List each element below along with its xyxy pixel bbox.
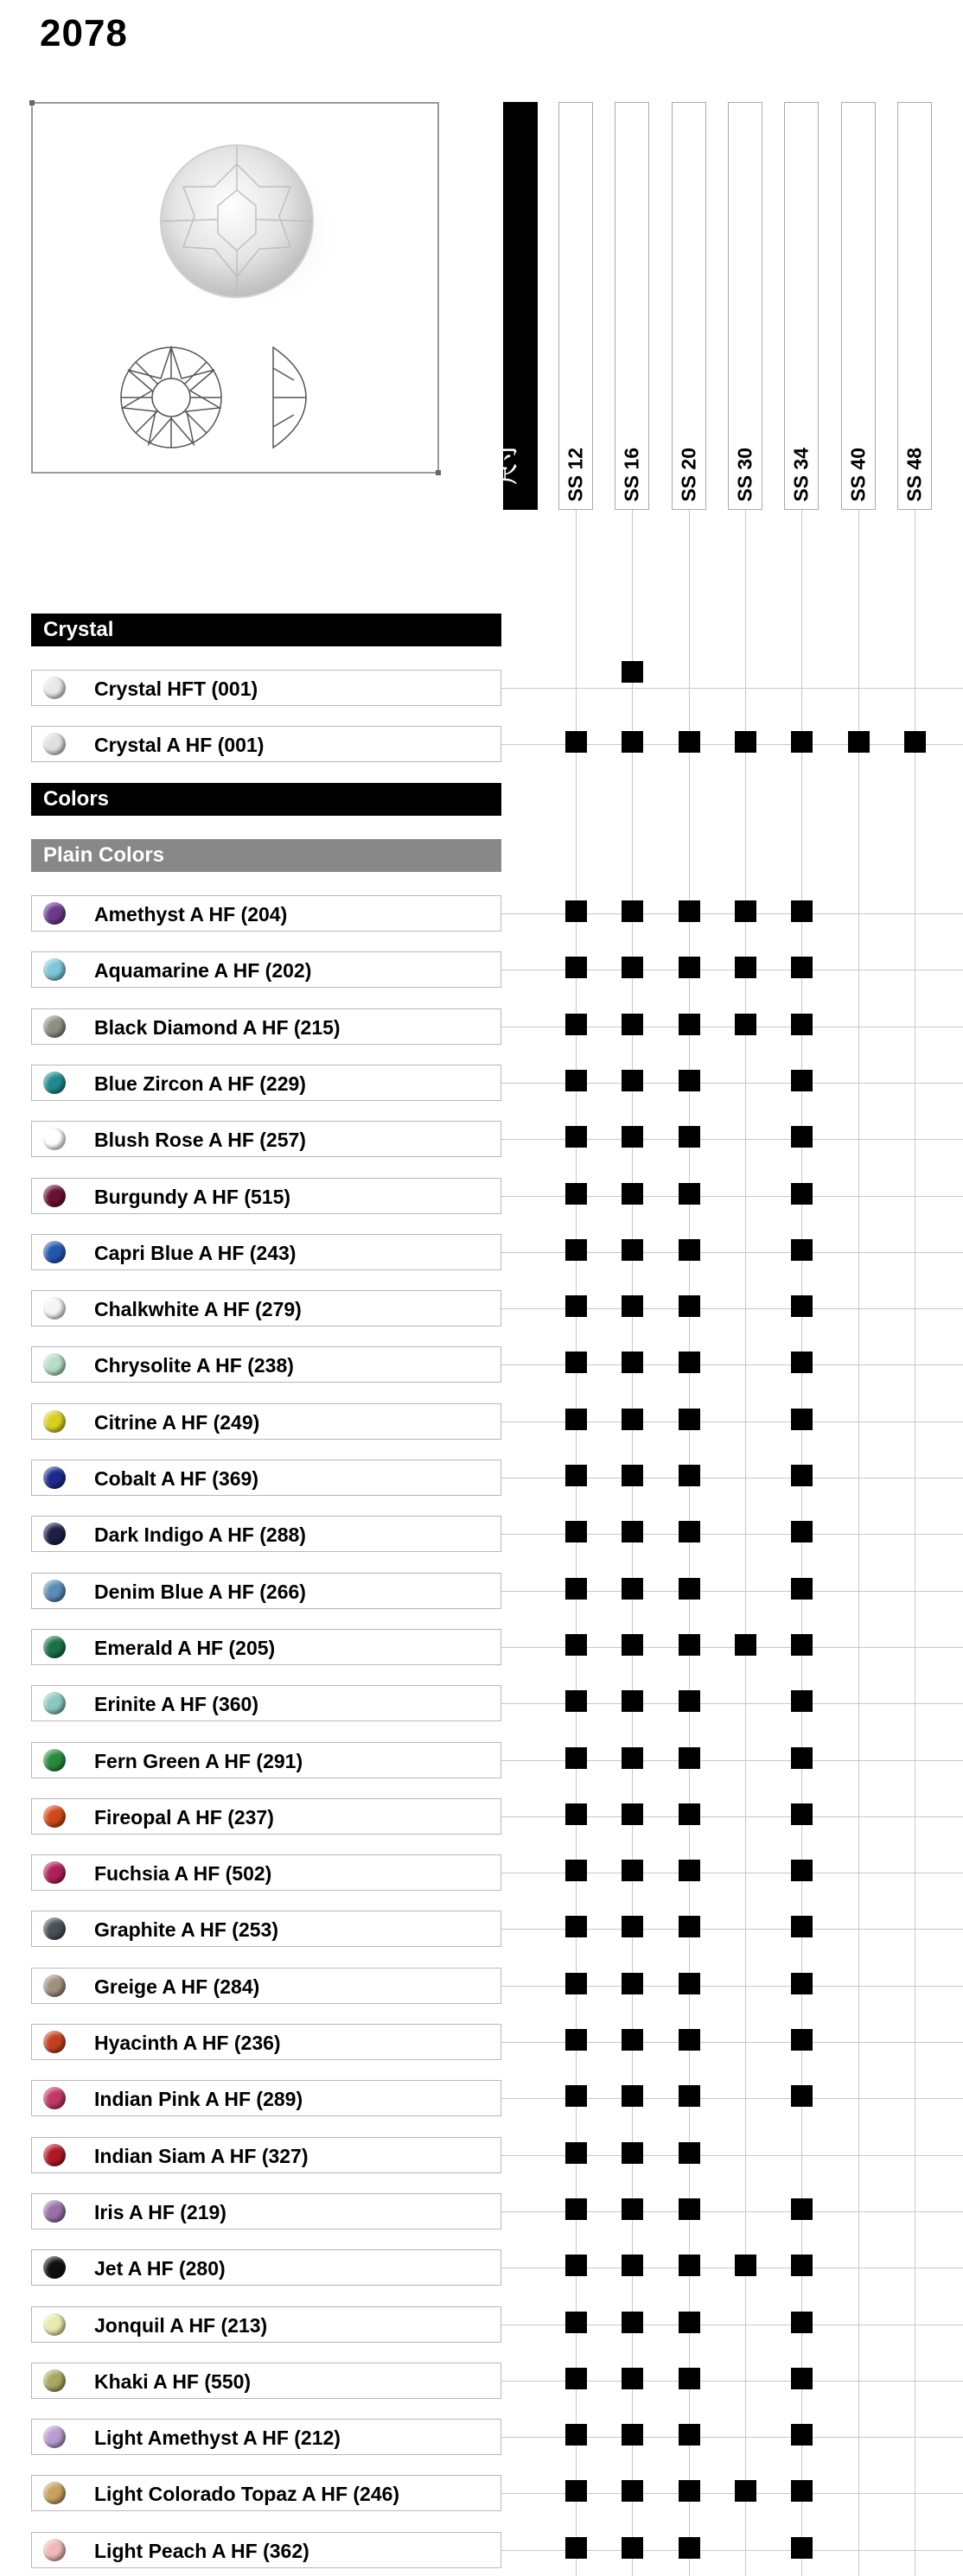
- size-column-ss-48: [897, 102, 932, 510]
- availability-marker: [622, 1070, 643, 1091]
- size-label: SS 20: [677, 448, 700, 502]
- page-title: 2078: [40, 12, 128, 54]
- availability-marker: [791, 1352, 813, 1373]
- availability-marker: [622, 2537, 643, 2559]
- availability-marker: [565, 1465, 587, 1486]
- color-swatch-icon: [43, 2256, 66, 2279]
- list-item: [31, 2363, 501, 2399]
- availability-marker: [679, 1973, 700, 1994]
- availability-marker: [791, 1295, 813, 1317]
- list-item: [31, 1742, 501, 1778]
- availability-marker: [622, 2312, 643, 2333]
- availability-marker: [679, 957, 700, 978]
- availability-marker: [679, 1295, 700, 1317]
- size-column-ss-20: [672, 102, 706, 510]
- availability-marker: [565, 2424, 587, 2446]
- availability-marker: [565, 1747, 587, 1769]
- availability-marker: [791, 1126, 813, 1148]
- availability-marker: [791, 1860, 813, 1881]
- availability-marker: [848, 731, 870, 753]
- availability-marker: [791, 900, 813, 922]
- availability-marker: [622, 731, 643, 753]
- availability-marker: [622, 1916, 643, 1937]
- rhinestone-illustration: [33, 104, 437, 472]
- availability-marker: [679, 1690, 700, 1712]
- color-swatch-icon: [43, 1975, 66, 1997]
- availability-marker: [679, 1747, 700, 1769]
- availability-marker: [622, 957, 643, 978]
- list-item: [31, 2306, 501, 2343]
- availability-marker: [679, 1916, 700, 1937]
- availability-marker: [679, 1126, 700, 1148]
- item-name: Fireopal A HF (237): [94, 1806, 274, 1829]
- color-swatch-icon: [43, 2539, 66, 2561]
- availability-marker: [622, 1803, 643, 1825]
- availability-marker: [622, 1239, 643, 1261]
- availability-marker: [791, 1521, 813, 1542]
- color-swatch-icon: [43, 2144, 66, 2166]
- availability-marker: [679, 1409, 700, 1430]
- size-label: SS 30: [733, 448, 756, 502]
- availability-marker: [791, 1239, 813, 1261]
- availability-marker: [791, 2537, 813, 2559]
- availability-marker: [622, 1973, 643, 1994]
- availability-marker: [791, 1916, 813, 1937]
- color-swatch-icon: [43, 902, 66, 925]
- size-label: SS 12: [564, 448, 587, 502]
- list-item: [31, 2249, 501, 2286]
- availability-marker: [565, 2029, 587, 2051]
- item-name: Indian Siam A HF (327): [94, 2145, 309, 2167]
- item-name: Jet A HF (280): [94, 2257, 226, 2280]
- availability-marker: [791, 2368, 813, 2389]
- item-name: Chrysolite A HF (238): [94, 1354, 294, 1377]
- availability-marker: [791, 1014, 813, 1035]
- availability-marker: [622, 1295, 643, 1317]
- size-column-ss-16: [615, 102, 649, 510]
- availability-marker: [679, 2029, 700, 2051]
- item-name: Capri Blue A HF (243): [94, 1242, 297, 1264]
- availability-marker: [565, 1183, 587, 1205]
- availability-marker: [791, 1973, 813, 1994]
- color-swatch-icon: [43, 2313, 66, 2336]
- availability-marker: [679, 1183, 700, 1205]
- availability-marker: [679, 1578, 700, 1600]
- availability-marker: [565, 1126, 587, 1148]
- availability-marker: [791, 1690, 813, 1712]
- size-label: SS 48: [902, 448, 926, 502]
- availability-marker: [679, 1465, 700, 1486]
- item-name: Emerald A HF (205): [94, 1637, 276, 1659]
- item-name: Jonquil A HF (213): [94, 2314, 268, 2337]
- color-swatch-icon: [43, 1353, 66, 1376]
- color-swatch-icon: [43, 1918, 66, 1940]
- color-swatch-icon: [43, 1861, 66, 1884]
- availability-marker: [565, 1295, 587, 1317]
- availability-marker: [679, 2142, 700, 2164]
- column-guide-line: [858, 510, 859, 2576]
- item-name: Light Peach A HF (362): [94, 2540, 309, 2562]
- item-name: Erinite A HF (360): [94, 1693, 258, 1715]
- color-swatch-icon: [43, 2482, 66, 2504]
- availability-marker: [565, 1578, 587, 1600]
- availability-marker: [679, 1860, 700, 1881]
- availability-marker: [565, 1014, 587, 1035]
- availability-marker: [679, 1014, 700, 1035]
- list-item: [31, 2193, 501, 2229]
- item-name: Greige A HF (284): [94, 1975, 260, 1998]
- color-swatch-icon: [43, 677, 66, 699]
- availability-marker: [622, 2480, 643, 2502]
- availability-marker: [622, 1578, 643, 1600]
- list-item: [31, 1178, 501, 1214]
- availability-marker: [622, 1014, 643, 1035]
- availability-marker: [679, 1521, 700, 1542]
- availability-marker: [679, 900, 700, 922]
- item-name: Hyacinth A HF (236): [94, 2032, 281, 2054]
- list-item: [31, 2475, 501, 2511]
- item-name: Indian Pink A HF (289): [94, 2088, 303, 2110]
- availability-marker: [791, 2424, 813, 2446]
- availability-marker: [565, 1352, 587, 1373]
- list-item: [31, 1234, 501, 1270]
- list-item: [31, 1121, 501, 1157]
- availability-marker: [791, 731, 813, 753]
- color-swatch-icon: [43, 733, 66, 755]
- list-item: [31, 1346, 501, 1383]
- color-swatch-icon: [43, 1805, 66, 1828]
- availability-marker: [622, 1352, 643, 1373]
- availability-marker: [679, 1239, 700, 1261]
- list-item: [31, 2419, 501, 2455]
- color-swatch-icon: [43, 1692, 66, 1714]
- availability-marker: [679, 2480, 700, 2502]
- availability-marker: [735, 1014, 756, 1035]
- availability-marker: [735, 731, 756, 753]
- item-name: Chalkwhite A HF (279): [94, 1298, 302, 1320]
- availability-marker: [679, 1070, 700, 1091]
- list-item: [31, 1065, 501, 1101]
- color-swatch-icon: [43, 1072, 66, 1094]
- color-swatch-icon: [43, 1410, 66, 1433]
- availability-marker: [565, 1070, 587, 1091]
- section-colors: Colors: [31, 783, 501, 816]
- availability-marker: [735, 2480, 756, 2502]
- availability-marker: [791, 1465, 813, 1486]
- availability-marker: [791, 2255, 813, 2276]
- item-name: Denim Blue A HF (266): [94, 1581, 306, 1603]
- availability-marker: [735, 957, 756, 978]
- availability-marker: [679, 2198, 700, 2220]
- item-name: Fuchsia A HF (502): [94, 1862, 272, 1885]
- list-item: [31, 670, 501, 706]
- availability-marker: [622, 1860, 643, 1881]
- list-item: [31, 2137, 501, 2173]
- availability-marker: [791, 2312, 813, 2333]
- item-name: Citrine A HF (249): [94, 1411, 260, 1434]
- availability-marker: [679, 731, 700, 753]
- availability-marker: [565, 900, 587, 922]
- size-column-ss-40: [841, 102, 876, 510]
- availability-marker: [679, 1634, 700, 1656]
- availability-marker: [565, 957, 587, 978]
- availability-marker: [735, 1634, 756, 1656]
- availability-marker: [904, 731, 926, 753]
- availability-marker: [565, 2537, 587, 2559]
- color-swatch-icon: [43, 2200, 66, 2223]
- availability-marker: [565, 1239, 587, 1261]
- item-name: Crystal A HF (001): [94, 734, 265, 756]
- list-item: [31, 1798, 501, 1835]
- item-name: Graphite A HF (253): [94, 1918, 278, 1941]
- color-swatch-icon: [43, 1580, 66, 1602]
- color-swatch-icon: [43, 1466, 66, 1489]
- availability-marker: [565, 2085, 587, 2107]
- item-name: Light Colorado Topaz A HF (246): [94, 2483, 400, 2505]
- availability-marker: [791, 1578, 813, 1600]
- color-swatch-icon: [43, 2369, 66, 2392]
- item-name: Khaki A HF (550): [94, 2370, 252, 2393]
- list-item: [31, 1516, 501, 1552]
- list-item: [31, 1629, 501, 1665]
- availability-marker: [622, 1634, 643, 1656]
- availability-marker: [622, 661, 643, 683]
- availability-marker: [565, 2142, 587, 2164]
- size-label: SS 40: [846, 448, 870, 502]
- item-name: Burgundy A HF (515): [94, 1186, 291, 1208]
- availability-marker: [622, 1465, 643, 1486]
- list-item: [31, 1573, 501, 1609]
- list-item: [31, 1685, 501, 1721]
- section-crystal: Crystal: [31, 614, 501, 646]
- color-swatch-icon: [43, 1128, 66, 1150]
- availability-marker: [622, 2085, 643, 2107]
- availability-marker: [791, 1803, 813, 1825]
- availability-marker: [679, 2424, 700, 2446]
- availability-marker: [679, 2368, 700, 2389]
- list-item: [31, 2024, 501, 2060]
- availability-marker: [791, 1409, 813, 1430]
- availability-marker: [679, 1803, 700, 1825]
- availability-marker: [565, 2255, 587, 2276]
- list-item: [31, 1403, 501, 1440]
- availability-marker: [622, 1747, 643, 1769]
- size-header: 尺寸: [503, 102, 538, 510]
- list-item: [31, 1911, 501, 1947]
- availability-marker: [622, 2368, 643, 2389]
- list-item: [31, 1854, 501, 1891]
- availability-marker: [622, 1183, 643, 1205]
- availability-marker: [735, 900, 756, 922]
- availability-marker: [679, 2255, 700, 2276]
- availability-marker: [622, 1521, 643, 1542]
- item-name: Light Amethyst A HF (212): [94, 2427, 341, 2449]
- color-swatch-icon: [43, 1749, 66, 1771]
- color-swatch-icon: [43, 1523, 66, 1545]
- availability-marker: [679, 2085, 700, 2107]
- availability-marker: [565, 1521, 587, 1542]
- size-label: SS 34: [789, 448, 813, 502]
- size-column-ss-12: [558, 102, 593, 510]
- availability-marker: [622, 1690, 643, 1712]
- size-label: SS 16: [620, 448, 643, 502]
- availability-marker: [565, 2198, 587, 2220]
- item-name: Black Diamond A HF (215): [94, 1016, 341, 1039]
- color-swatch-icon: [43, 1185, 66, 1207]
- item-name: Blush Rose A HF (257): [94, 1129, 306, 1151]
- item-name: Blue Zircon A HF (229): [94, 1072, 306, 1095]
- availability-marker: [622, 2255, 643, 2276]
- color-swatch-icon: [43, 958, 66, 981]
- size-column-ss-34: [784, 102, 819, 510]
- availability-marker: [622, 1409, 643, 1430]
- availability-marker: [565, 2312, 587, 2333]
- list-item: [31, 951, 501, 988]
- availability-marker: [565, 1860, 587, 1881]
- color-swatch-icon: [43, 2426, 66, 2448]
- item-name: Crystal HFT (001): [94, 677, 258, 700]
- availability-marker: [622, 2424, 643, 2446]
- color-swatch-icon: [43, 1297, 66, 1320]
- color-swatch-icon: [43, 1241, 66, 1263]
- item-name: Iris A HF (219): [94, 2201, 226, 2223]
- list-item: [31, 1008, 501, 1045]
- availability-marker: [791, 1070, 813, 1091]
- size-column-ss-30: [728, 102, 762, 510]
- availability-marker: [679, 2537, 700, 2559]
- availability-marker: [565, 1409, 587, 1430]
- section-plain-colors: Plain Colors: [31, 839, 501, 872]
- availability-marker: [791, 2029, 813, 2051]
- list-item: [31, 726, 501, 762]
- list-item: [31, 1968, 501, 2004]
- row-guide-line: [501, 688, 963, 689]
- availability-marker: [565, 1973, 587, 1994]
- availability-marker: [565, 2480, 587, 2502]
- list-item: [31, 895, 501, 932]
- availability-marker: [622, 2029, 643, 2051]
- availability-marker: [622, 1126, 643, 1148]
- item-name: Amethyst A HF (204): [94, 903, 288, 925]
- availability-marker: [565, 1916, 587, 1937]
- item-name: Fern Green A HF (291): [94, 1750, 303, 1772]
- item-name: Cobalt A HF (369): [94, 1467, 258, 1490]
- availability-marker: [679, 1352, 700, 1373]
- availability-marker: [791, 2480, 813, 2502]
- availability-marker: [565, 1634, 587, 1656]
- availability-marker: [622, 2142, 643, 2164]
- color-swatch-icon: [43, 2087, 66, 2109]
- list-item: [31, 2532, 501, 2568]
- availability-marker: [791, 957, 813, 978]
- color-swatch-icon: [43, 1636, 66, 1658]
- product-image: [31, 102, 439, 474]
- availability-marker: [679, 2312, 700, 2333]
- availability-marker: [735, 2255, 756, 2276]
- list-item: [31, 2080, 501, 2116]
- availability-marker: [565, 731, 587, 753]
- availability-marker: [622, 2198, 643, 2220]
- color-swatch-icon: [43, 1015, 66, 1038]
- availability-marker: [622, 900, 643, 922]
- color-swatch-icon: [43, 2031, 66, 2053]
- availability-marker: [791, 2198, 813, 2220]
- availability-marker: [565, 2368, 587, 2389]
- item-name: Dark Indigo A HF (288): [94, 1523, 306, 1546]
- availability-marker: [565, 1803, 587, 1825]
- availability-marker: [791, 2085, 813, 2107]
- availability-marker: [565, 1690, 587, 1712]
- availability-marker: [791, 1747, 813, 1769]
- availability-marker: [791, 1183, 813, 1205]
- list-item: [31, 1290, 501, 1326]
- availability-marker: [791, 1634, 813, 1656]
- item-name: Aquamarine A HF (202): [94, 959, 312, 982]
- list-item: [31, 1460, 501, 1496]
